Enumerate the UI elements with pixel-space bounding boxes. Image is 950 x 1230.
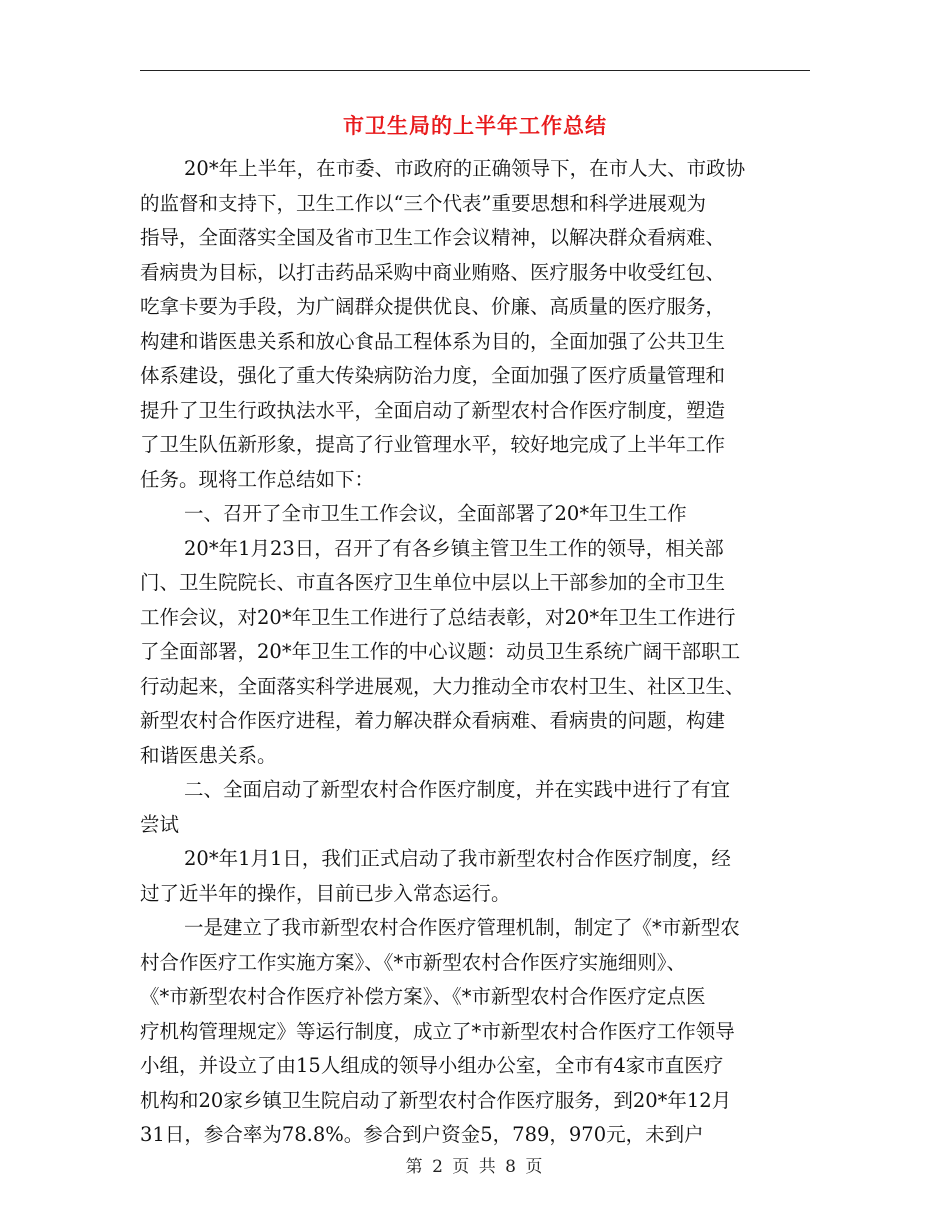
document-title: 市卫生局的上半年工作总结	[343, 113, 607, 138]
body-text-line: 《*市新型农村合作医疗补偿方案》、《*市新型农村合作医疗定点医	[140, 985, 706, 1008]
body-text-line: 的监督和支持下，卫生工作以“三个代表”重要思想和科学进展观为	[140, 191, 706, 215]
body-text-line: 新型农村合作医疗进程，着力解决群众看病难、看病贵的问题，构建	[140, 709, 726, 732]
body-text-line: 指导，全面落实全国及省市卫生工作会议精神，以解决群众看病难、	[140, 226, 726, 249]
body-text-line: 过了近半年的操作，目前已步入常态运行。	[140, 881, 511, 905]
body-text-line: 20*年1月23日，召开了有各乡镇主管卫生工作的领导，相关部	[184, 536, 724, 560]
body-text-line: 行动起来，全面落实科学进展观，大力推动全市农村卫生、社区卫生、	[140, 674, 745, 698]
body-text-line: 吃拿卡要为手段，为广阔群众提供优良、价廉、高质量的医疗服务，	[140, 295, 726, 318]
body-text-line: 提升了卫生行政执法水平，全面启动了新型农村合作医疗制度，塑造	[140, 398, 726, 422]
body-text-line: 看病贵为目标，以打击药品采购中商业贿赂、医疗服务中收受红包、	[140, 260, 726, 284]
body-text-line: 20*年1月1日，我们正式启动了我市新型农村合作医疗制度，经	[184, 847, 731, 870]
body-text-line: 了全面部署，20*年卫生工作的中心议题：动员卫生系统广阔干部职工	[140, 640, 741, 663]
body-text-line: 门、卫生院院长、市直各医疗卫生单位中层以上干部参加的全市卫生	[140, 571, 726, 594]
body-text-line: 工作会议，对20*年卫生工作进行了总结表彰，对20*年卫生工作进行	[140, 605, 736, 629]
body-text-line: 20*年上半年，在市委、市政府的正确领导下，在市人大、市政协	[184, 157, 746, 180]
body-text-line: 一是建立了我市新型农村合作医疗管理机制，制定了《*市新型农	[184, 916, 740, 939]
body-text-line: 一、召开了全市卫生工作会议，全面部署了20*年卫生工作	[184, 502, 687, 525]
body-text-line: 了卫生队伍新形象，提高了行业管理水平，较好地完成了上半年工作	[140, 433, 726, 456]
page-number: 第 2 页 共 8 页	[405, 1157, 545, 1177]
body-text-line: 尝试	[140, 812, 180, 836]
body-text-line: 31日，参合率为78.8%。参合到户资金5，789，970元，未到户	[140, 1123, 704, 1146]
document-body	[140, 152, 810, 1153]
body-text-line: 二、全面启动了新型农村合作医疗制度，并在实践中进行了有宜	[184, 778, 731, 801]
body-text-line: 任务。现将工作总结如下：	[140, 467, 375, 491]
body-text-line: 村合作医疗工作实施方案》、《*市新型农村合作医疗实施细则》、	[140, 950, 687, 974]
header-rule	[140, 70, 810, 71]
body-text-line: 和谐医患关系。	[140, 743, 277, 767]
body-text-line: 体系建设，强化了重大传染病防治力度，全面加强了医疗质量管理和	[140, 364, 726, 387]
body-text-line: 构建和谐医患关系和放心食品工程体系为目的，全面加强了公共卫生	[140, 329, 726, 353]
body-text-line: 小组，并设立了由15人组成的领导小组办公室，全市有4家市直医疗	[140, 1054, 724, 1077]
body-text-line: 机构和20家乡镇卫生院启动了新型农村合作医疗服务，到20*年12月	[140, 1088, 732, 1112]
body-text-line: 疗机构管理规定》等运行制度，成立了*市新型农村合作医疗工作领导	[140, 1019, 735, 1043]
